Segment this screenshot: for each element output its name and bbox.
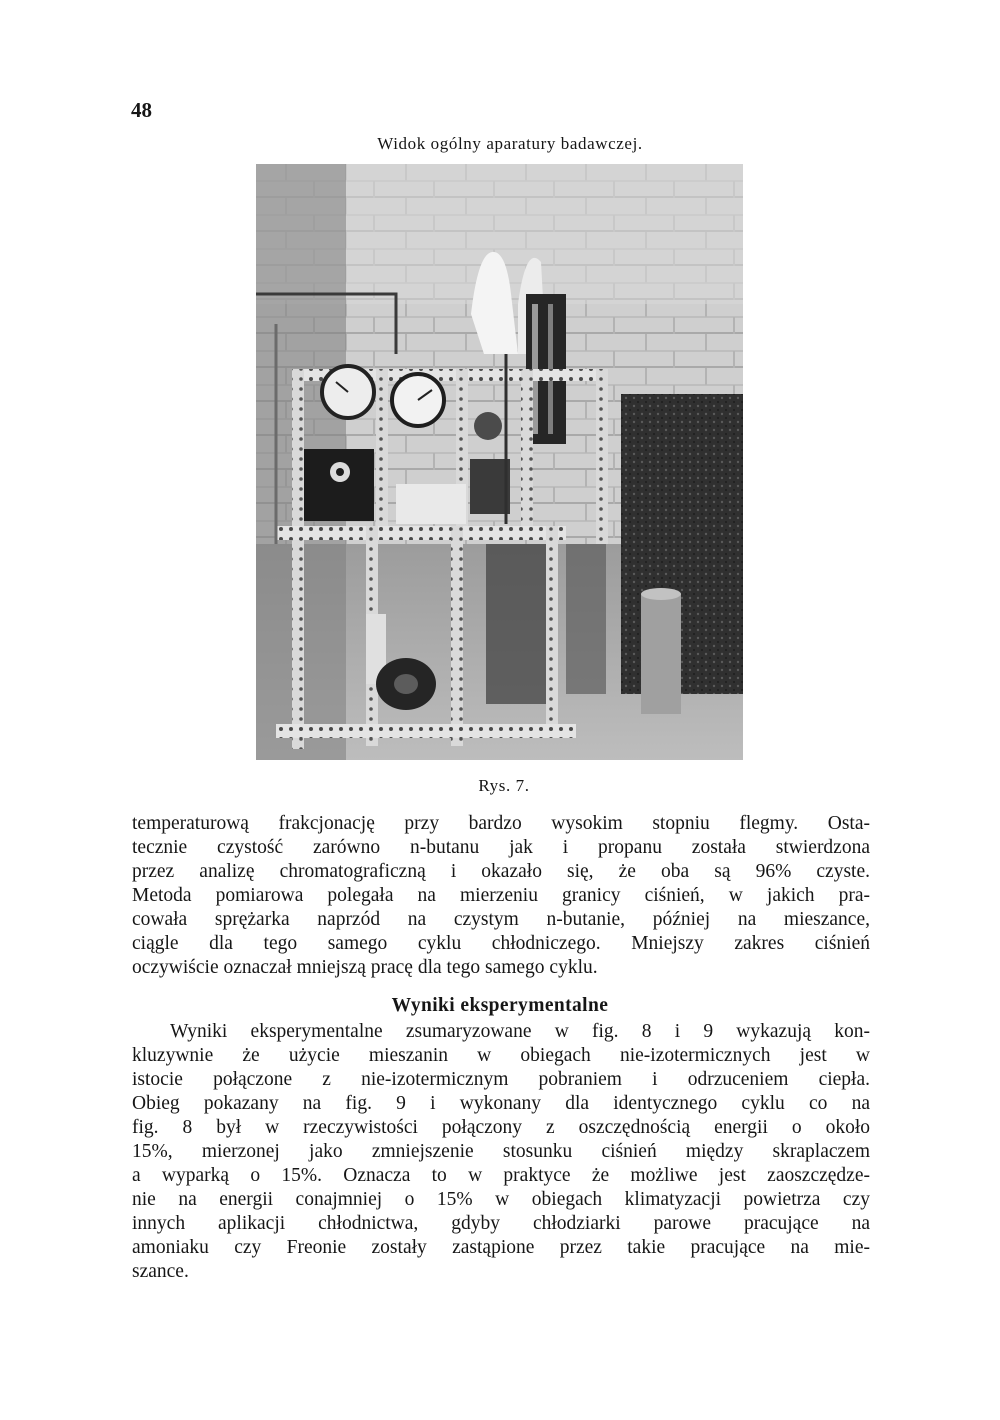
paragraph-line: temperaturową frakcjonację przy bardzo wysokim stopniu flegmy. Osta- — [132, 813, 870, 834]
section-title: Wyniki eksperymentalne — [391, 995, 609, 1016]
paragraph-line: 15%, mierzonej jako zmniejszenie stosunku ciśnień między skraplaczem — [132, 1141, 870, 1162]
paragraph-line: kluzywnie że użycie mieszanin w obiegach nie-izotermicznych jest w — [132, 1045, 870, 1066]
paragraph-line: fig. 8 był w rzeczywistości połączony z oszczędnością energii o około — [132, 1117, 870, 1138]
paragraph-line: Obieg pokazany na fig. 9 i wykonany dla identycznego cyklu co na — [132, 1093, 870, 1114]
paragraph-line: amoniaku czy Freonie zostały zastąpione przez takie pracujące na mie- — [132, 1237, 870, 1258]
paragraph-line: przez analizę chromatograficzną i okazało się, że oba są 96% czyste. — [132, 861, 870, 882]
paragraph-line: nie na energii conajmniej o 15% w obiegach klimatyzacji powietrza czy — [132, 1189, 870, 1210]
paragraph-line: a wyparką o 15%. Oznacza to w praktyce że możliwe jest zaoszczędze- — [132, 1165, 870, 1186]
paragraph-line: innych aplikacji chłodnictwa, gdyby chłodziarki parowe pracujące na — [132, 1213, 870, 1234]
figure-label: Rys. 7. — [478, 776, 530, 795]
figure-caption: Widok ogólny aparatury badawczej. — [377, 134, 643, 153]
paragraph-line: oczywiście oznaczał mniejszą pracę dla tego samego cyklu. — [132, 957, 598, 978]
paragraph-line: ciągle dla tego samego cyklu chłodniczego. Mniejszy zakres ciśnień — [132, 933, 870, 954]
paragraph-line: istocie połączone z nie-izotermicznym pobraniem i odrzuceniem ciepła. — [132, 1069, 870, 1090]
page-number: 48 — [131, 98, 152, 122]
paragraph-line: cowała sprężarka naprzód na czystym n-butanie, później na mieszance, — [132, 909, 870, 930]
paragraph-line: Metoda pomiarowa polegała na mierzeniu granicy ciśnień, w jakich pra- — [132, 885, 870, 906]
paragraph-line: tecznie czystość zarówno n-butanu jak i propanu została stwierdzona — [132, 837, 870, 858]
paragraph-line: szance. — [132, 1261, 189, 1282]
apparatus-photo — [256, 164, 743, 760]
paragraph-line: Wyniki eksperymentalne zsumaryzowane w fig. 8 i 9 wykazują kon- — [170, 1021, 870, 1042]
